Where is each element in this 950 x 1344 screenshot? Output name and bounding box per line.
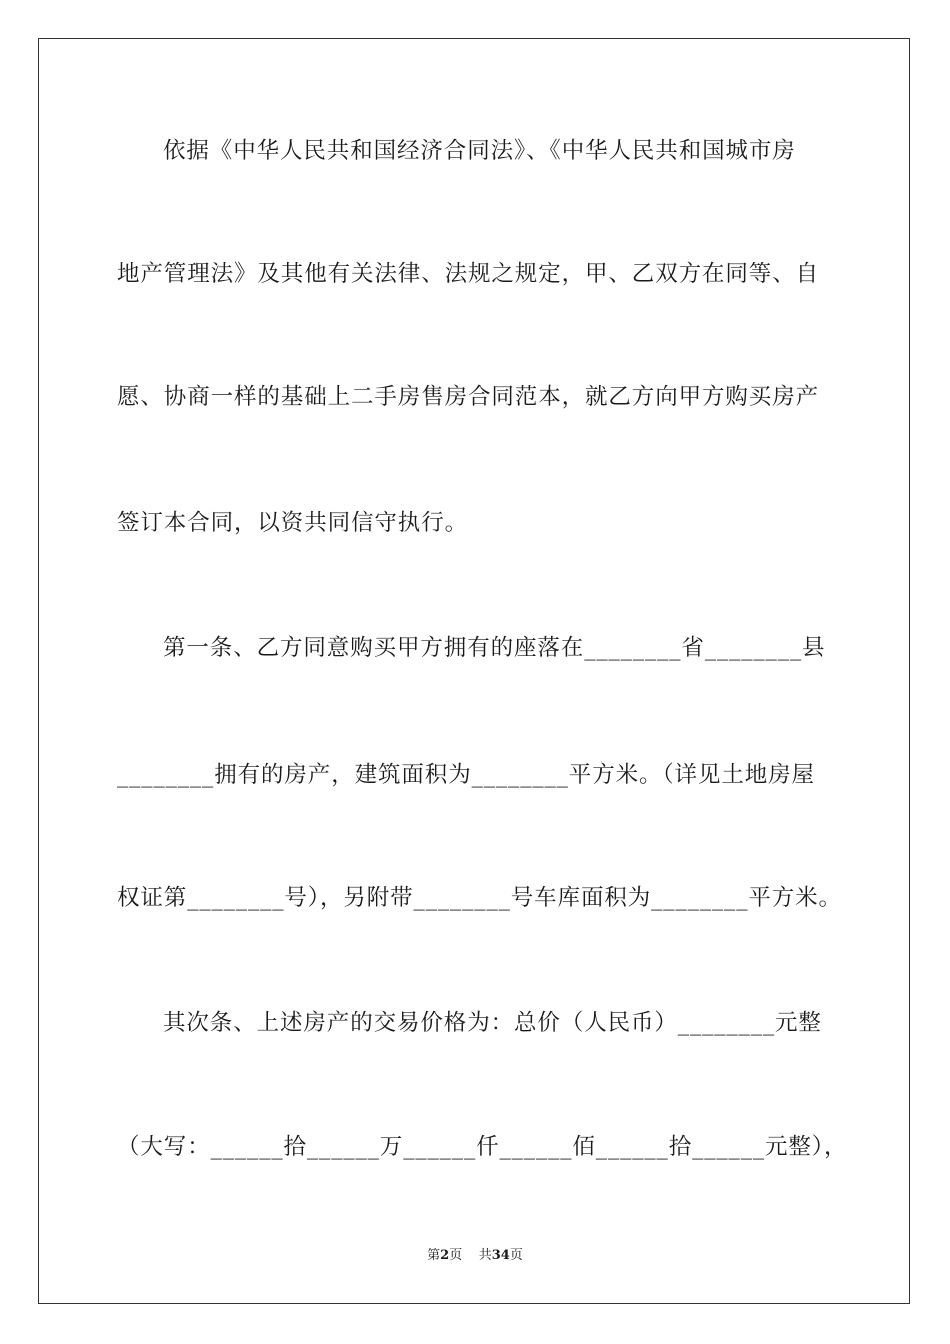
paragraph-intro-line-4: 签订本合同，以资共同信守执行。 (117, 510, 469, 536)
article-2-line-2: （大写：______拾______万______仟______佰______拾______元整）， (117, 1134, 848, 1160)
article-1-line-3: 权证第________号），另附带________号车库面积为________平方米。 (117, 885, 842, 911)
footer-page-total: 34 (491, 1248, 510, 1263)
article-1-line-2: ________拥有的房产，建筑面积为________平方米。（详见土地房屋 (117, 762, 815, 788)
article-1-line-1: 第一条、乙方同意购买甲方拥有的座落在________省________县 (163, 635, 826, 661)
footer-page-current: 2 (440, 1248, 450, 1263)
page-border (38, 38, 910, 1304)
paragraph-intro-line-3: 愿、协商一样的基础上二手房售房合同范本，就乙方向甲方购买房产 (117, 384, 820, 410)
page-footer (0, 1247, 950, 1265)
footer-page-prefix: 第 (427, 1248, 441, 1263)
footer-total-suffix: 页 (509, 1248, 523, 1263)
footer-page-suffix: 页 (449, 1248, 463, 1263)
paragraph-intro-line-2: 地产管理法》及其他有关法律、法规之规定，甲、乙双方在同等、自 (117, 261, 820, 287)
paragraph-intro-line-1: 依据《中华人民共和国经济合同法》、《中华人民共和国城市房 (163, 138, 796, 164)
article-2-line-1: 其次条、上述房产的交易价格为：总价（人民币）________元整 (163, 1010, 822, 1036)
footer-total-prefix: 共 (478, 1248, 492, 1263)
